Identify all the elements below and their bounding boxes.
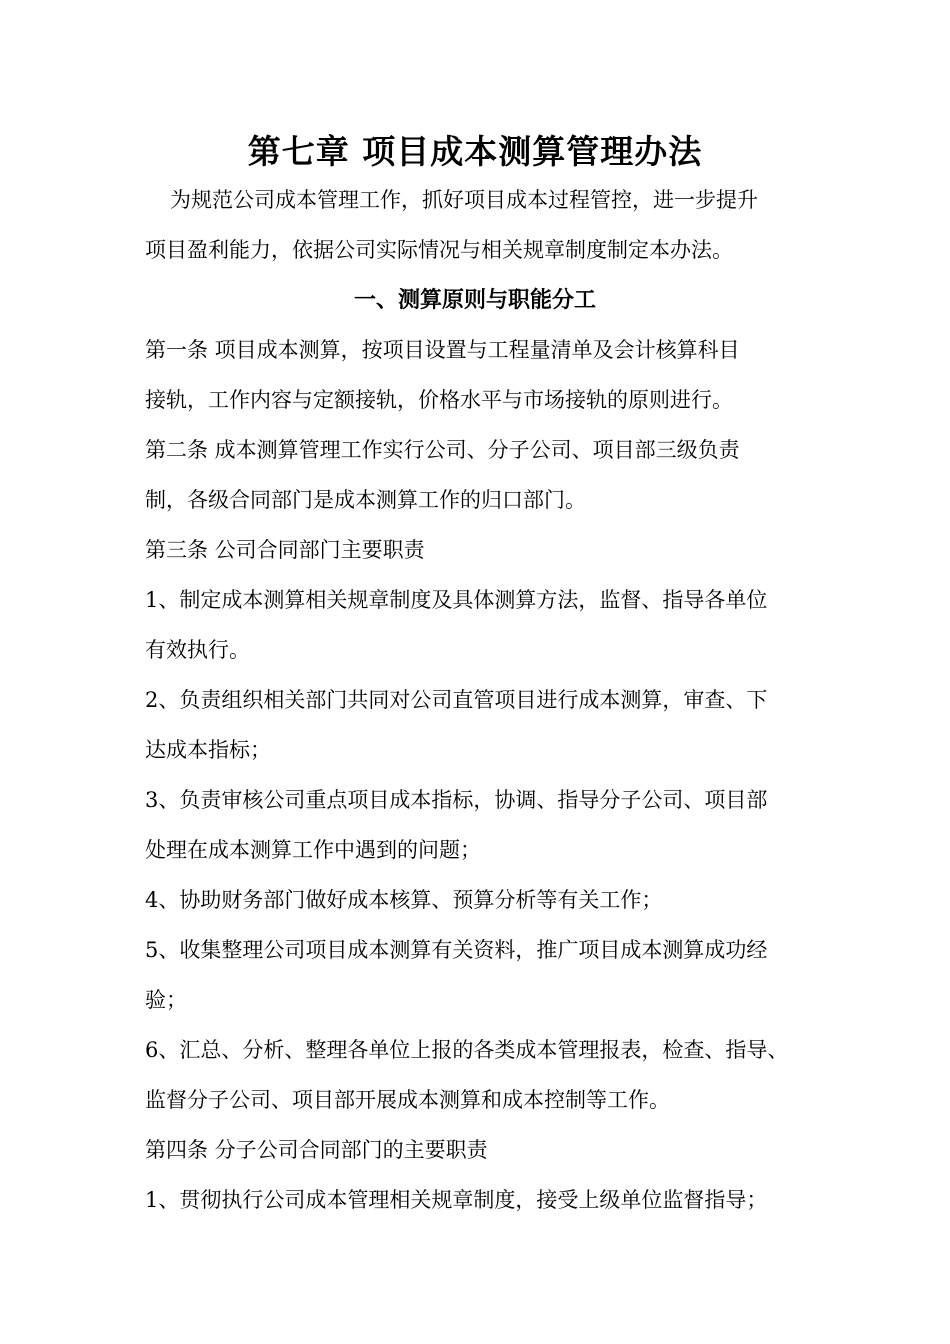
paragraph-line: 处理在成本测算工作中遇到的问题； [145, 838, 481, 862]
paragraph-line: 监督分子公司、项目部开展成本测算和成本控制等工作。 [145, 1088, 670, 1112]
paragraph-line: 制，各级合同部门是成本测算工作的归口部门。 [145, 488, 586, 512]
paragraph-line: 第三条 公司合同部门主要职责 [145, 538, 425, 562]
paragraph-line: 第四条 分子公司合同部门的主要职责 [145, 1138, 488, 1162]
paragraph-line: 接轨，工作内容与定额接轨，价格水平与市场接轨的原则进行。 [145, 388, 733, 412]
paragraph-line: 6、汇总、分析、整理各单位上报的各类成本管理报表，检查、指导、 [145, 1038, 789, 1062]
paragraph-line: 验； [145, 988, 187, 1012]
paragraph-line: 5、收集整理公司项目成本测算有关资料，推广项目成本测算成功经 [145, 938, 768, 962]
paragraph-line: 1、贯彻执行公司成本管理相关规章制度，接受上级单位监督指导； [145, 1188, 768, 1212]
chapter-title: 第七章 项目成本测算管理办法 [247, 132, 703, 171]
intro-line: 为规范公司成本管理工作，抓好项目成本过程管控，进一步提升 [170, 188, 758, 212]
intro-line: 项目盈利能力，依据公司实际情况与相关规章制度制定本办法。 [145, 238, 733, 262]
paragraph-line: 第一条 项目成本测算，按项目设置与工程量清单及会计核算科目 [145, 338, 740, 362]
paragraph-line: 达成本指标； [145, 738, 271, 762]
paragraph-line: 1、制定成本测算相关规章制度及具体测算方法，监督、指导各单位 [145, 588, 768, 612]
paragraph-line: 有效执行。 [145, 638, 250, 662]
paragraph-line: 4、协助财务部门做好成本核算、预算分析等有关工作； [145, 888, 663, 912]
section-heading: 一、测算原则与职能分工 [353, 287, 596, 313]
paragraph-line: 3、负责审核公司重点项目成本指标，协调、指导分子公司、项目部 [145, 788, 768, 812]
paragraph-line: 第二条 成本测算管理工作实行公司、分子公司、项目部三级负责 [145, 438, 740, 462]
paragraph-line: 2、负责组织相关部门共同对公司直管项目进行成本测算，审查、下 [145, 688, 768, 712]
